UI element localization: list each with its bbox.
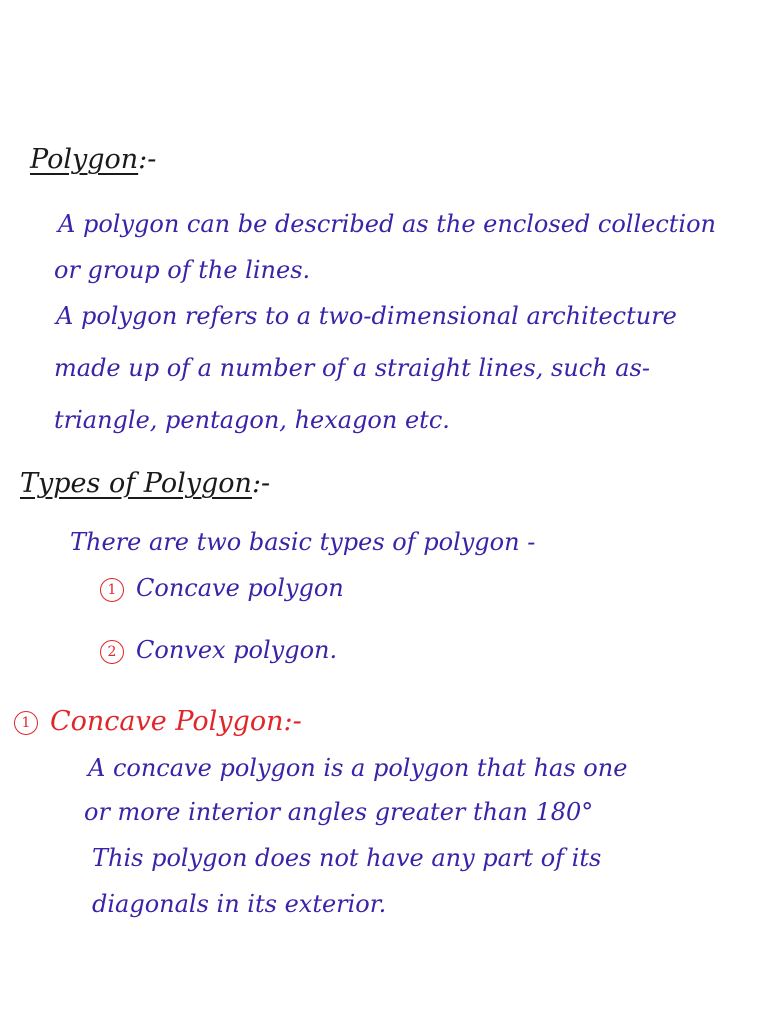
types-heading [20,470,270,497]
polygon-heading [30,146,156,173]
polygon-line-2: or group of the lines. [54,256,311,284]
polygon-line-4: made up of a number of a straight lines, such as- [54,354,650,382]
types-item-1 [100,576,344,602]
types-heading-text: Types of Polygon [20,468,252,499]
concave-heading [14,708,302,735]
polygon-line-5: triangle, pentagon, hexagon etc. [54,406,450,434]
concave-line-3: This polygon does not have any part of its [92,844,602,872]
polygon-heading-suffix: :- [138,144,157,175]
polygon-heading-text: Polygon [30,144,139,175]
polygon-line-1: A polygon can be described as the enclosed collection [58,210,717,238]
number-badge-concave: 1 [14,711,38,735]
types-item-2 [100,638,337,664]
types-item-2-label: Convex polygon. [136,636,338,664]
number-badge-2: 2 [100,640,124,664]
polygon-line-3: A polygon refers to a two-dimensional architecture [56,302,677,330]
concave-heading-text: Concave Polygon [50,706,284,737]
concave-heading-suffix: :- [283,706,302,737]
concave-line-4: diagonals in its exterior. [92,890,387,918]
concave-line-2: or more interior angles greater than 180° [84,798,594,826]
types-heading-suffix: :- [251,468,271,499]
number-badge-1: 1 [100,578,124,602]
types-item-1-label: Concave polygon [136,574,344,602]
concave-line-1: A concave polygon is a polygon that has one [88,754,628,782]
types-intro: There are two basic types of polygon - [70,528,536,556]
